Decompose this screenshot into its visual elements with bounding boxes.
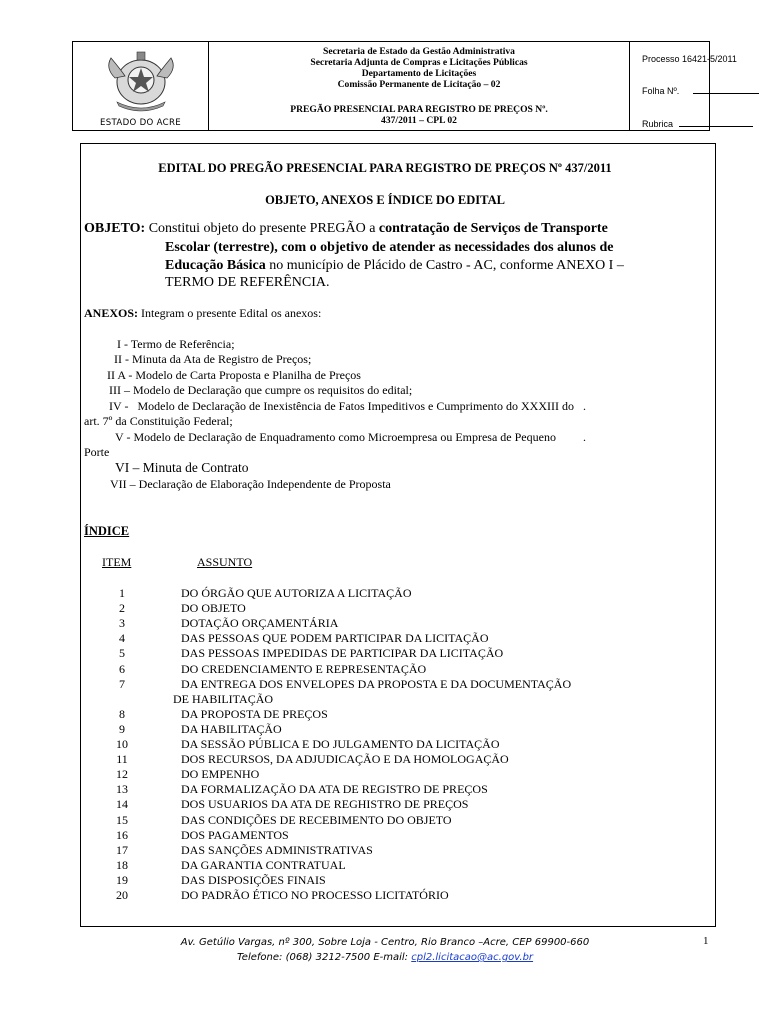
anexo-item: I - Termo de Referência; <box>117 337 235 351</box>
footer-contact <box>0 952 770 963</box>
index-item-number: 10 <box>116 737 128 751</box>
state-coat-of-arms-icon <box>101 48 181 116</box>
header-line: Secretaria de Estado da Gestão Administrativa <box>323 46 515 57</box>
anexos-label: ANEXOS: <box>84 306 139 320</box>
index-item-title: DO EMPENHO <box>181 767 260 782</box>
index-item-title: DA ENTREGA DOS ENVELOPES DA PROPOSTA E DA DOCUMENTAÇÃO <box>181 676 572 691</box>
anexo-item: V - Modelo de Declaração de Enquadramento como Microempresa ou Empresa de Pequeno . <box>115 430 586 444</box>
header-line: Secretaria Adjunta de Compras e Licitações Públicas <box>310 57 528 68</box>
header-process-info <box>630 42 737 130</box>
index-item-number: 1 <box>119 586 125 600</box>
indice-heading: ÍNDICE <box>84 524 130 538</box>
header-pregao <box>209 104 629 126</box>
anexo-item: III – Modelo de Declaração que cumpre os requisitos do edital; <box>109 383 413 397</box>
index-item-title: DOS USUARIOS DA ATA DE REGHISTRO DE PREÇOS <box>181 797 469 812</box>
index-item-title: DAS CONDIÇÕES DE RECEBIMENTO DO OBJETO <box>181 812 452 827</box>
index-item-number: 17 <box>116 842 128 857</box>
index-item-number: 11 <box>116 752 128 767</box>
index-item-number: 12 <box>116 767 128 782</box>
index-item-number: 7 <box>119 676 125 691</box>
processo-number: Processo 16421-5/2011 <box>642 54 737 64</box>
index-item-number: 9 <box>119 721 125 736</box>
index-item-title: DAS SANÇÕES ADMINISTRATIVAS <box>181 842 373 857</box>
pregao-line-1: PREGÃO PRESENCIAL PARA REGISTRO DE PREÇOS Nº. <box>290 104 548 115</box>
index-item-number: 20 <box>116 888 128 902</box>
footer-address: Av. Getúlio Vargas, nº 300, Sobre Loja - Centro, Rio Branco –Acre, CEP 69900-660 <box>180 937 590 948</box>
objeto-line-2: Escolar (terrestre), com o objetivo de atender as necessidades dos alunos de <box>165 240 614 255</box>
objeto-label: OBJETO: <box>84 221 146 236</box>
index-item-title: DAS DISPOSIÇÕES FINAIS <box>181 872 326 887</box>
index-column-item: ITEM <box>102 555 132 569</box>
index-item-number: 4 <box>119 631 125 646</box>
pregao-line-2: 437/2011 – CPL 02 <box>381 115 457 126</box>
document-title: EDITAL DO PREGÃO PRESENCIAL PARA REGISTRO DE PREÇOS Nº 437/2011 <box>158 161 612 175</box>
anexo-item: VII – Declaração de Elaboração Independente de Proposta <box>110 477 391 491</box>
anexo-item: II - Minuta da Ata de Registro de Preços; <box>114 352 312 366</box>
objeto-text: Constitui objeto do presente PREGÃO a <box>148 221 379 236</box>
index-item-title: DOS RECURSOS, DA ADJUDICAÇÃO E DA HOMOLOGAÇÃO <box>181 752 509 767</box>
objeto-line-3 <box>165 258 624 274</box>
index-item-number: 15 <box>116 812 128 827</box>
rubrica-field <box>642 118 753 129</box>
header-line: Comissão Permanente de Licitação – 02 <box>337 79 501 90</box>
index-item-title: DO PADRÃO ÉTICO NO PROCESSO LICITATÓRIO <box>181 888 449 902</box>
index-item-number: 8 <box>119 706 125 721</box>
objeto-bold-text: Educação Básica <box>165 258 266 273</box>
anexos-intro: Integram o presente Edital os anexos: <box>141 306 322 320</box>
index-item-title: DA SESSÃO PÚBLICA E DO JULGAMENTO DA LICITAÇÃO <box>181 737 500 751</box>
state-label: ESTADO DO ACRE <box>100 118 181 128</box>
index-item-number: 2 <box>119 601 125 616</box>
objeto-line-1 <box>84 221 608 237</box>
anexo-item: Porte <box>84 445 110 459</box>
index-item-number: 14 <box>116 797 128 812</box>
objeto-bold-text: contratação de Serviços de Transporte <box>378 221 608 236</box>
document-subtitle: OBJETO, ANEXOS E ÍNDICE DO EDITAL <box>265 193 505 207</box>
index-item-title: DAS PESSOAS QUE PODEM PARTICIPAR DA LICITAÇÃO <box>181 631 489 646</box>
folha-label: Folha Nº. <box>642 86 680 96</box>
anexo-item: art. 7º da Constituição Federal; <box>84 414 233 428</box>
document-header <box>72 41 737 131</box>
anexo-item: IV - Modelo de Declaração de Inexistência de Fatos Impeditivos e Cumprimento do XXXIII do . <box>109 399 586 413</box>
header-line: Departamento de Licitações <box>361 68 477 79</box>
index-item-number: 18 <box>116 857 128 872</box>
index-item-title: DA PROPOSTA DE PREÇOS <box>181 706 328 721</box>
index-item-title: DOS PAGAMENTOS <box>181 827 289 842</box>
index-item-title: DAS PESSOAS IMPEDIDAS DE PARTICIPAR DA LICITAÇÃO <box>181 646 504 661</box>
index-item-number: 16 <box>116 827 128 842</box>
page-number: 1 <box>703 935 709 947</box>
index-item-title: DO ÓRGÃO QUE AUTORIZA A LICITAÇÃO <box>181 586 412 600</box>
index-item-title: DA HABILITAÇÃO <box>181 721 282 736</box>
index-item-number: 19 <box>116 872 128 887</box>
index-item-number: 6 <box>119 661 125 676</box>
index-item-title: DOTAÇÃO ORÇAMENTÁRIA <box>181 616 339 631</box>
index-item-title: DA GARANTIA CONTRATUAL <box>181 857 346 872</box>
index-item-number: 3 <box>119 616 125 631</box>
index-item-number: 13 <box>116 782 128 797</box>
index-item-title: DO OBJETO <box>181 601 246 616</box>
objeto-line-4: TERMO DE REFERÊNCIA. <box>165 275 330 290</box>
objeto-text: no município de Plácido de Castro - AC, conforme ANEXO I – <box>265 258 624 273</box>
index-item-title: DO CREDENCIAMENTO E REPRESENTAÇÃO <box>181 661 427 676</box>
anexo-item: II A - Modelo de Carta Proposta e Planilha de Preços <box>107 368 361 382</box>
index-item-title: DE HABILITAÇÃO <box>173 691 274 706</box>
rubrica-label: Rubrica <box>642 119 674 129</box>
footer-email-link[interactable]: cpl2.licitacao@ac.gov.br <box>411 952 534 963</box>
index-item-title: DA FORMALIZAÇÃO DA ATA DE REGISTRO DE PREÇOS <box>181 782 488 797</box>
anexos-heading <box>84 306 321 321</box>
anexo-item: VI – Minuta de Contrato <box>115 460 249 475</box>
footer-phone: Telefone: (068) 3212-7500 E-mail: <box>236 952 412 963</box>
index-column-assunto: ASSUNTO <box>197 555 253 569</box>
folha-field <box>642 85 759 96</box>
index-item-number: 5 <box>119 646 125 661</box>
header-logo-cell <box>73 42 209 130</box>
header-institution <box>209 42 630 130</box>
